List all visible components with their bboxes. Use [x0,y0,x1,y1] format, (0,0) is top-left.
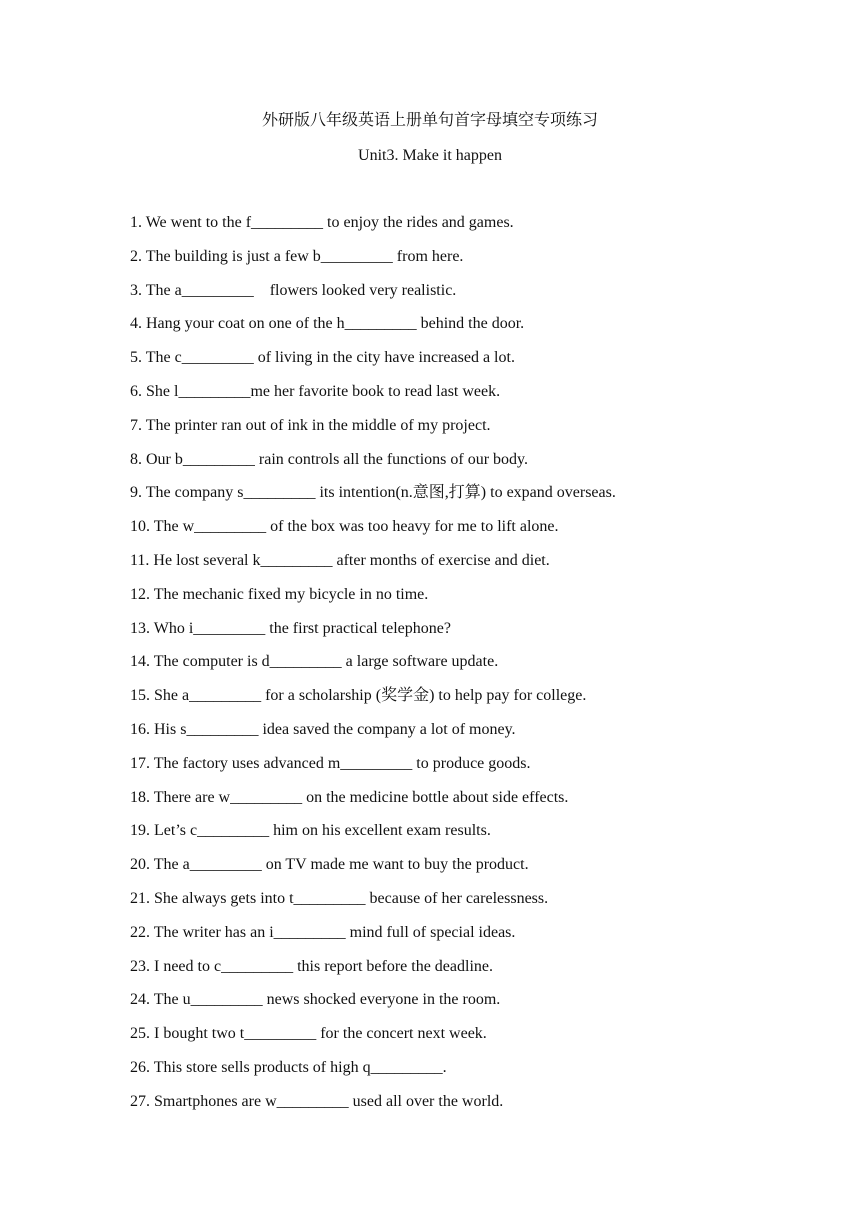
exercise-item-2: 2. The building is just a few b_________ from here. [130,247,464,265]
exercise-item-5: 5. The c_________ of living in the city have increased a lot. [130,349,515,367]
exercise-item-14: 14. The computer is d_________ a large software update. [130,653,499,671]
exercise-item-23: 23. I need to c_________ this report before the deadline. [130,957,493,975]
exercise-item-27: 27. Smartphones are w_________ used all over the world. [130,1092,504,1110]
exercise-item-13: 13. Who i_________ the first practical telephone? [130,619,451,637]
exercise-item-12: 12. The mechanic fixed my bicycle in no time. [130,585,429,603]
exercise-item-16: 16. His s_________ idea saved the company a lot of money. [130,720,516,738]
exercise-item-8: 8. Our b_________ rain controls all the functions of our body. [130,450,529,468]
exercise-item-20: 20. The a_________ on TV made me want to buy the product. [130,856,529,874]
exercise-item-18: 18. There are w_________ on the medicine bottle about side effects. [130,788,569,806]
document-subtitle: Unit3. Make it happen [358,147,502,164]
exercise-item-15: 15. She a_________ for a scholarship (奖学金) to help pay for college. [130,687,587,705]
exercise-item-7: 7. The printer ran out of ink in the middle of my project. [130,416,491,434]
exercise-item-25: 25. I bought two t_________ for the concert next week. [130,1025,487,1043]
exercise-item-19: 19. Let’s c_________ him on his excellent exam results. [130,822,491,840]
exercise-item-24: 24. The u_________ news shocked everyone in the room. [130,991,501,1009]
exercise-item-10: 10. The w_________ of the box was too heavy for me to lift alone. [130,518,559,536]
exercise-item-11: 11. He lost several k_________ after months of exercise and diet. [130,551,550,569]
exercise-item-4: 4. Hang your coat on one of the h_________ behind the door. [130,315,525,333]
exercise-item-22: 22. The writer has an i_________ mind full of special ideas. [130,923,516,941]
exercise-item-26: 26. This store sells products of high q_________. [130,1058,447,1076]
document-title: 外研版八年级英语上册单句首字母填空专项练习 [261,112,598,129]
exercise-item-9: 9. The company s_________ its intention(n.意图,打算) to expand overseas. [130,484,616,502]
exercise-item-6: 6. She l_________me her favorite book to read last week. [130,382,501,400]
exercise-item-17: 17. The factory uses advanced m_________ to produce goods. [130,754,531,772]
exercise-item-1: 1. We went to the f_________ to enjoy the rides and games. [130,214,514,231]
exercise-list [130,212,810,1125]
exercise-item-21: 21. She always gets into t_________ because of her carelessness. [130,889,549,907]
exercise-item-3: 3. The a_________ flowers looked very realistic. [130,281,457,299]
